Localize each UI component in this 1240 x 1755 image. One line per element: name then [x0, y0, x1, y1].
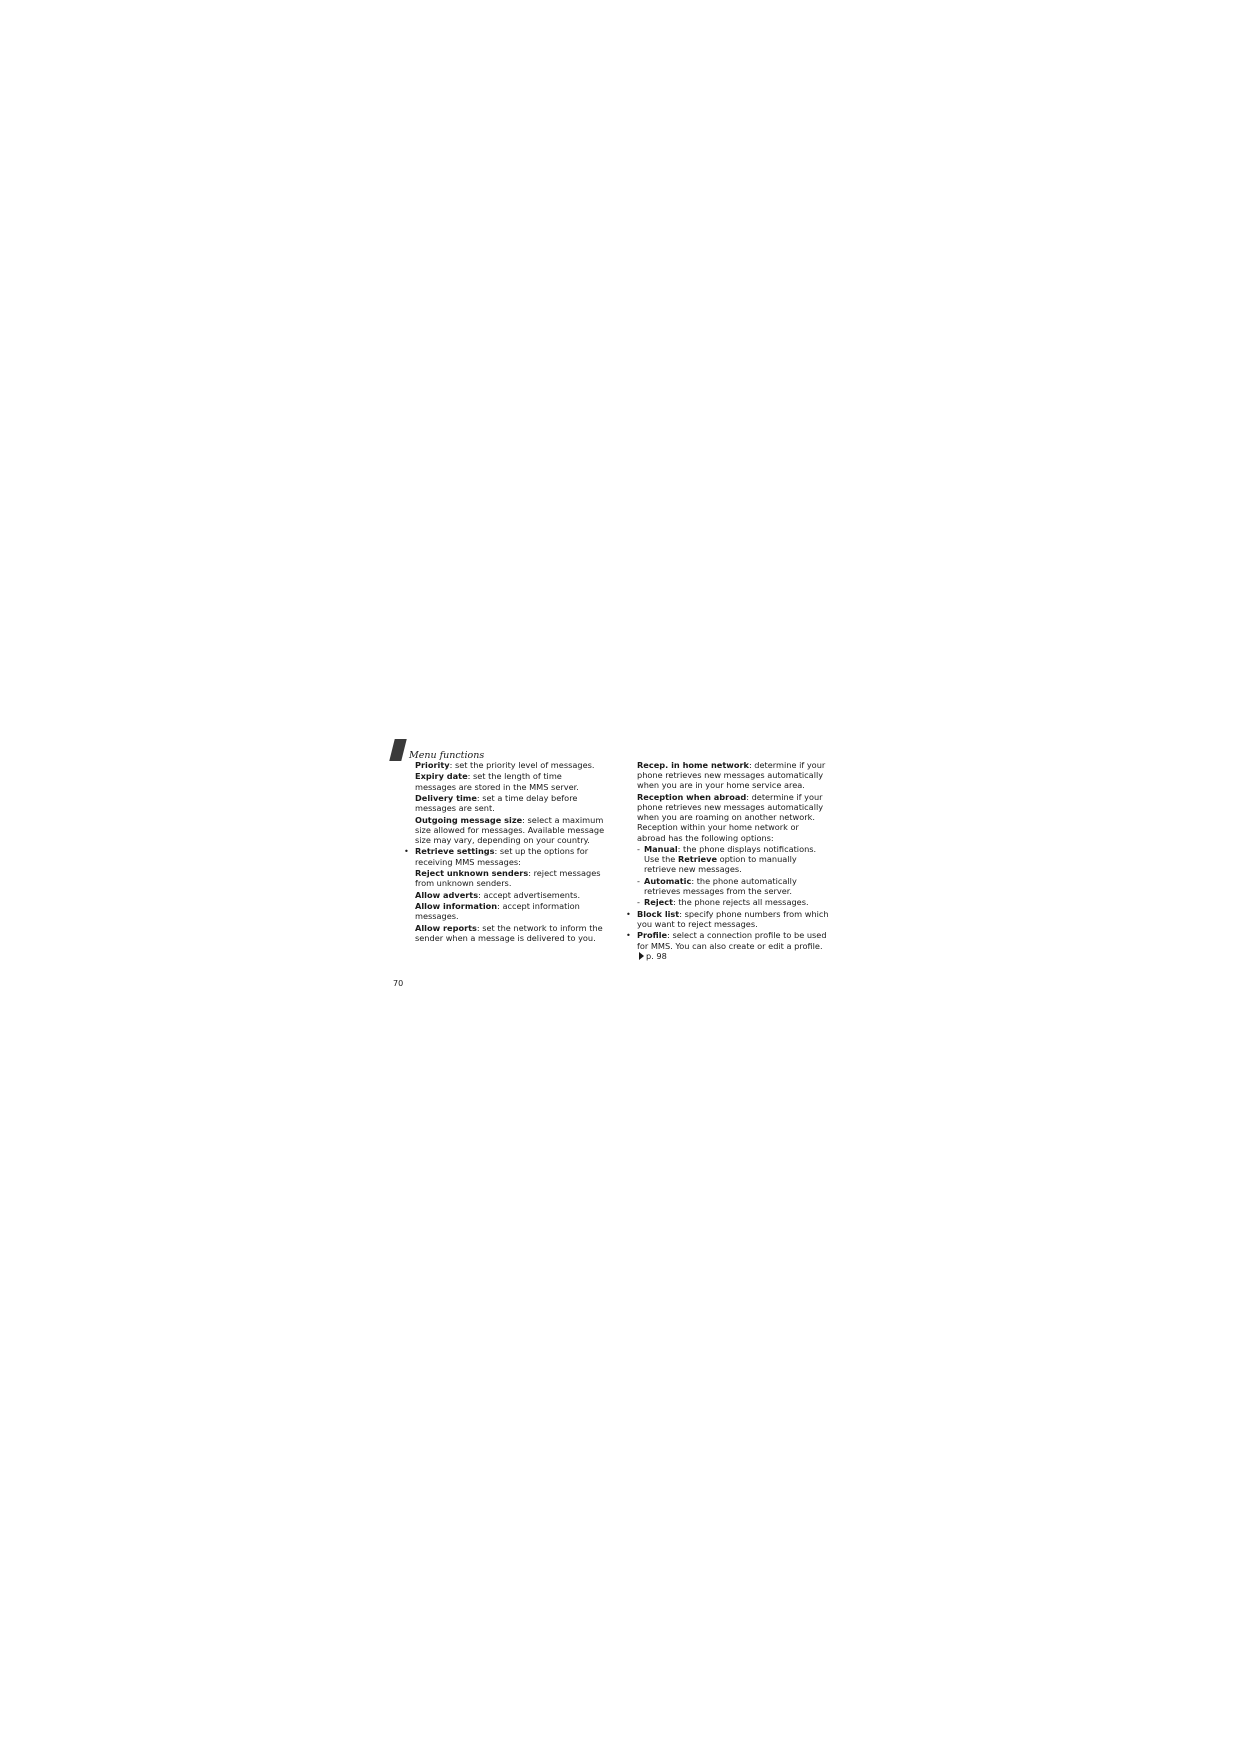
block-list-entry: [626, 908, 829, 929]
page-number: 70: [393, 979, 404, 988]
bullet-icon: •: [626, 930, 631, 941]
term: Profile: [637, 930, 668, 941]
description: : set the length of time messages are stored in the MMS server.: [415, 771, 579, 792]
description: : reject messages from unknown senders.: [415, 867, 601, 889]
term: Reject unknown senders: [415, 867, 529, 878]
term: Block list: [637, 908, 680, 919]
reject-option: [637, 897, 829, 907]
description: : accept information messages.: [415, 900, 580, 922]
description: : set the priority level of messages.: [449, 760, 595, 770]
term: Automatic: [644, 875, 692, 886]
recep-home-entry: [637, 760, 829, 791]
description: : select a maximum size allowed for messages. Available message size may vary, depending on your country.: [415, 814, 605, 845]
page-header: [392, 737, 484, 761]
bullet-icon: •: [404, 846, 409, 857]
dash-icon: -: [637, 844, 640, 854]
profile-entry: [626, 930, 829, 961]
description: : specify phone numbers from which you want to reject messages.: [637, 908, 829, 929]
description: : set a time delay before messages are sent.: [415, 792, 578, 814]
automatic-option: [637, 876, 829, 896]
page-reference: p. 98: [646, 950, 667, 961]
header-bar-icon: [389, 739, 406, 761]
reception-note: Reception within your home network or abroad has the following options:: [637, 822, 799, 843]
term: Priority: [415, 760, 450, 770]
description-end: option to manually retrieve new messages.: [644, 854, 797, 875]
recep-abroad-entry: [637, 792, 829, 843]
term: Allow reports: [415, 922, 477, 933]
bullet-icon: •: [626, 908, 631, 919]
dash-icon: -: [637, 897, 640, 908]
allow-reports-entry: [415, 923, 605, 943]
description: : accept advertisements.: [478, 889, 581, 900]
description: : set up the options for receiving MMS messages:: [415, 846, 589, 867]
retrieve-term: Retrieve: [677, 854, 717, 865]
expiry-entry: [415, 771, 605, 791]
dash-icon: -: [637, 875, 640, 886]
page-reference-arrow-icon: [639, 952, 644, 960]
allow-information-entry: [415, 901, 605, 921]
allow-adverts-entry: [415, 890, 605, 900]
term: Manual: [644, 844, 678, 854]
term: Recep. in home network: [637, 760, 749, 770]
term: Allow adverts: [415, 889, 479, 900]
term: Allow information: [415, 900, 498, 911]
description: : determine if your phone retrieves new messages automatically when you are in your home service area.: [637, 760, 826, 791]
outgoing-entry: [415, 815, 605, 846]
right-column: [626, 760, 829, 962]
description: : determine if your phone retrieves new messages automatically when you are roaming on another network.: [637, 791, 824, 823]
term: Delivery time: [415, 792, 477, 803]
term: Outgoing message size: [415, 814, 523, 825]
left-column: [404, 760, 605, 944]
term: Reject: [644, 897, 673, 908]
term: Expiry date: [415, 771, 468, 782]
priority-entry: [415, 760, 605, 770]
description: : select a connection profile to be used for MMS. You can also create or edit a profile.: [637, 930, 827, 951]
delivery-entry: [415, 793, 605, 813]
description: : the phone automatically retrieves messages from the server.: [644, 875, 797, 896]
description: : the phone displays notifications. Use the: [644, 844, 817, 865]
term: Retrieve settings: [415, 846, 495, 857]
manual-option: [637, 844, 829, 875]
reject-unknown-entry: [415, 868, 605, 888]
section-title: Menu functions: [409, 749, 485, 761]
retrieve-settings-entry: [404, 846, 605, 867]
description: : set the network to inform the sender when a message is delivered to you.: [415, 922, 603, 943]
term: Reception when abroad: [637, 791, 747, 802]
description: : the phone rejects all messages.: [672, 897, 809, 908]
